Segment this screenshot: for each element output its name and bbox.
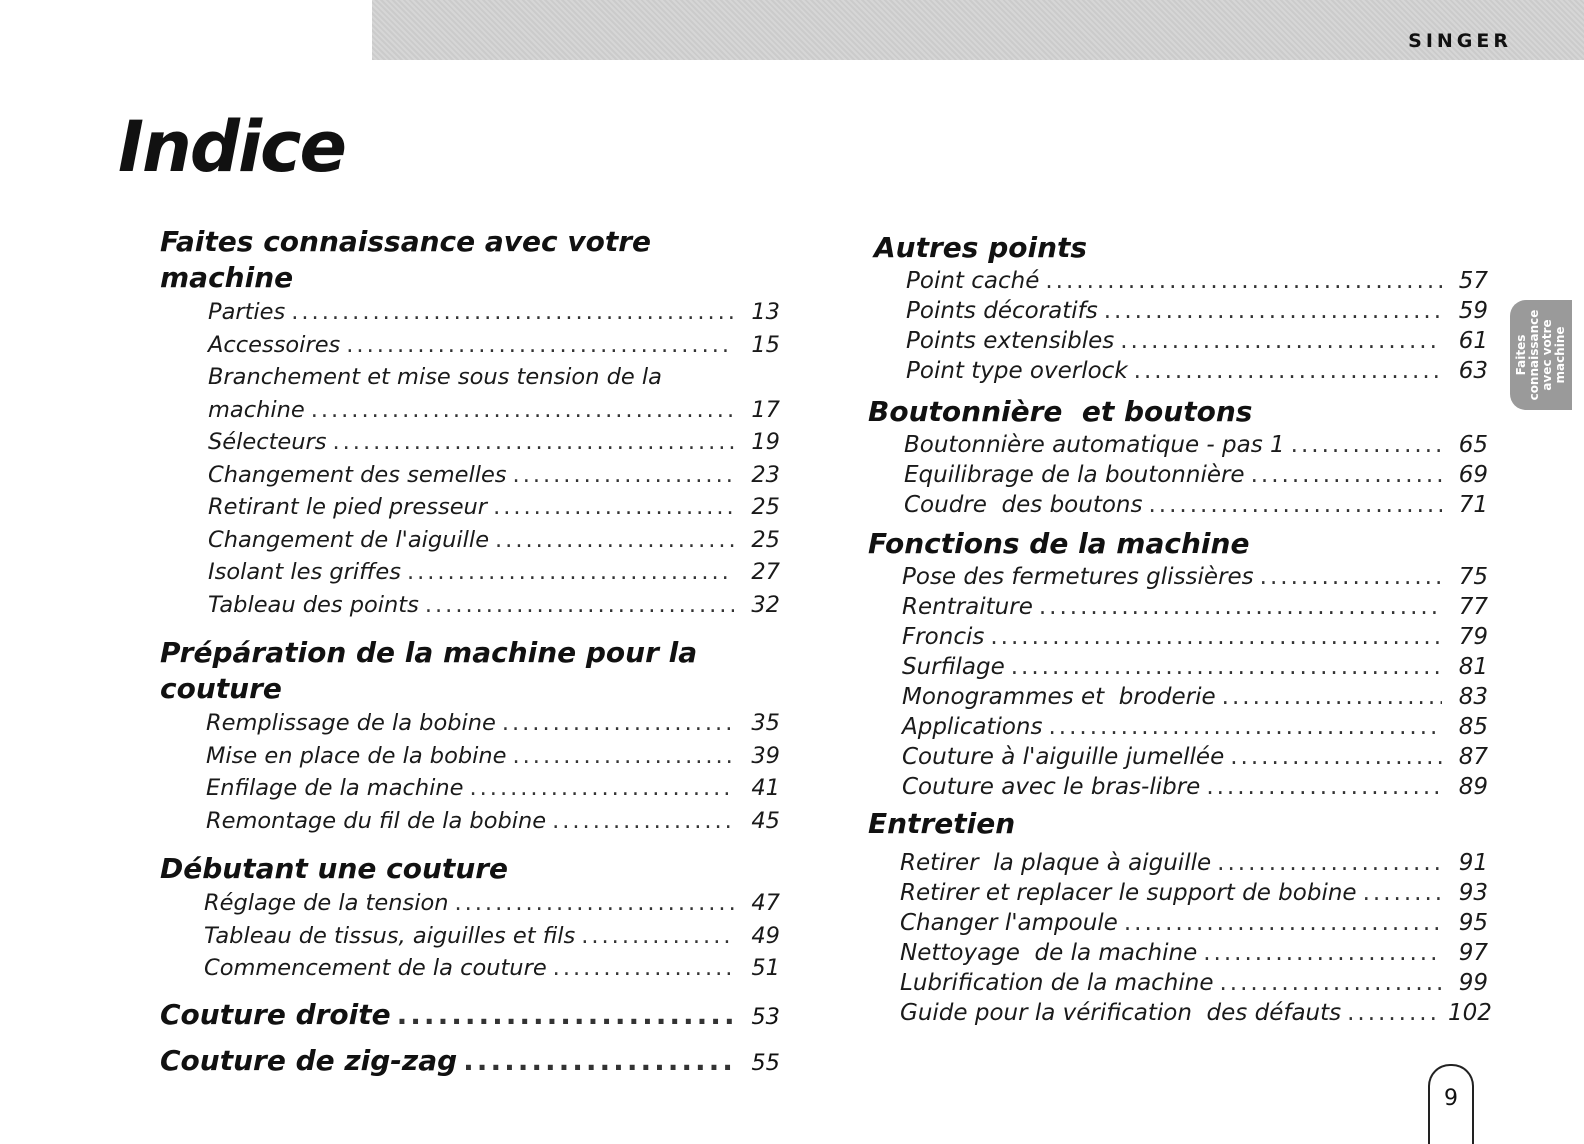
toc-list — [160, 993, 780, 1085]
section-side-tab[interactable] — [1510, 300, 1572, 410]
toc-entry[interactable]: Boutonnière automatique - pas 1 ..... 65 — [904, 430, 1488, 460]
toc-entry[interactable]: Changer l'ampoule ..... 95 — [900, 908, 1488, 938]
toc-list — [868, 848, 1492, 1028]
toc-entry[interactable]: Retirer la plaque à aiguille ..... 91 — [900, 848, 1488, 878]
toc-entry[interactable]: Branchement et mise sous tension de la — [208, 364, 662, 390]
toc-entry[interactable]: Mise en place de la bobine ..... 39 — [206, 740, 780, 773]
toc-entry[interactable]: Guide pour la vérification des défauts ..... 102 — [900, 998, 1488, 1028]
toc-entry[interactable]: Lubrification de la machine ..... 99 — [900, 968, 1488, 998]
toc-list — [868, 562, 1488, 802]
side-tab-label: Faites connaissance avec votre machine — [1514, 309, 1567, 401]
toc-entry[interactable]: Points décoratifs ..... 59 — [906, 296, 1488, 326]
section-title: Débutant une couture — [160, 852, 509, 885]
toc-entry[interactable]: Pose des fermetures glissières ..... 75 — [902, 562, 1488, 592]
page-title: Indice — [118, 106, 345, 188]
toc-entry[interactable]: Nettoyage de la machine ..... 97 — [900, 938, 1488, 968]
toc-entry[interactable]: Tableau de tissus, aiguilles et fils ..... 49 — [204, 920, 780, 953]
toc-entry-headline[interactable]: Couture de zig-zag ..... 55 — [160, 1039, 780, 1085]
toc-entry[interactable]: Isolant les griffes ..... 27 — [208, 556, 780, 589]
section-title: Prépáration de la machine pour la couture — [160, 636, 698, 705]
toc-entry[interactable]: Commencement de la couture ..... 51 — [204, 952, 780, 985]
toc-entry[interactable]: Accessoires ..... 15 — [208, 329, 780, 362]
toc-entry[interactable]: Enfilage de la machine ..... 41 — [206, 772, 780, 805]
toc-entry[interactable]: Réglage de la tension ..... 47 — [204, 887, 780, 920]
toc-entry[interactable]: Changement de l'aiguille ..... 25 — [208, 524, 780, 557]
toc-entry[interactable]: Retirer et replacer le support de bobine ..... 93 — [900, 878, 1488, 908]
toc-entry[interactable]: Points extensibles ..... 61 — [906, 326, 1488, 356]
toc-entry[interactable]: Sélecteurs ..... 19 — [208, 426, 780, 459]
toc-left-column — [160, 224, 780, 1085]
toc-entry[interactable]: Monogrammes et broderie ..... 83 — [902, 682, 1488, 712]
toc-right-column — [868, 230, 1492, 1028]
toc-entry[interactable]: Parties ..... 13 — [208, 296, 780, 329]
toc-list — [160, 296, 780, 621]
toc-entry[interactable]: Couture avec le bras-libre ..... 89 — [902, 772, 1488, 802]
toc-entry[interactable]: Couture à l'aiguille jumellée ..... 87 — [902, 742, 1488, 772]
section-title: Autres points — [874, 231, 1088, 264]
toc-entry[interactable]: Changement des semelles ..... 23 — [208, 459, 780, 492]
section-title: Faites connaissance avec votre machine — [160, 225, 652, 294]
toc-list — [868, 266, 1488, 386]
toc-list — [160, 707, 780, 837]
toc-entry[interactable]: Surfilage ..... 81 — [902, 652, 1488, 682]
toc-entry[interactable]: Froncis ..... 79 — [902, 622, 1488, 652]
page-number: 9 — [1444, 1086, 1458, 1111]
toc-entry[interactable]: Point caché ..... 57 — [906, 266, 1488, 296]
toc-entry[interactable]: Remontage du fil de la bobine ..... 45 — [206, 805, 780, 838]
toc-entry[interactable]: Remplissage de la bobine ..... 35 — [206, 707, 780, 740]
toc-entry[interactable]: Point type overlock ..... 63 — [906, 356, 1488, 386]
header-band — [372, 0, 1584, 60]
toc-entry[interactable]: Equilibrage de la boutonnière ..... 69 — [904, 460, 1488, 490]
toc-entry[interactable]: Retirant le pied presseur ..... 25 — [208, 491, 780, 524]
toc-entry[interactable]: Applications ..... 85 — [902, 712, 1488, 742]
toc-entry[interactable]: machine ..... 17 — [208, 394, 780, 427]
page-number-tab — [1428, 1064, 1474, 1144]
section-title: Fonctions de la machine — [868, 527, 1250, 560]
toc-list — [160, 887, 780, 985]
toc-entry[interactable]: Tableau des points ..... 32 — [208, 589, 780, 622]
toc-entry[interactable]: Coudre des boutons ..... 71 — [904, 490, 1488, 520]
toc-list — [868, 430, 1488, 520]
toc-entry[interactable]: Rentraiture ..... 77 — [902, 592, 1488, 622]
brand-logo: SINGER — [1408, 30, 1512, 52]
toc-entry-headline[interactable]: Couture droite ..... 53 — [160, 993, 780, 1039]
section-title: Entretien — [868, 807, 1016, 840]
section-title: Boutonnière et boutons — [868, 395, 1253, 428]
